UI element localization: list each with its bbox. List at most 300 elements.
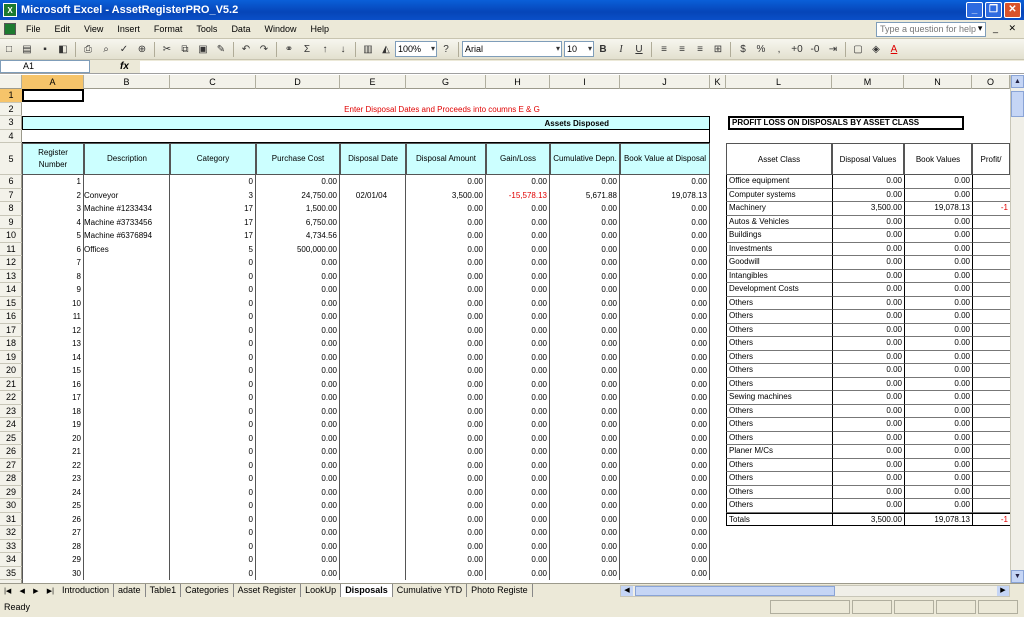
summary-cell[interactable]: 0.00: [904, 324, 972, 338]
table-cell[interactable]: [84, 175, 170, 189]
table-cell[interactable]: Machine #1233434: [84, 202, 170, 216]
summary-cell[interactable]: Others: [726, 378, 832, 392]
table-cell[interactable]: [340, 567, 406, 581]
table-cell[interactable]: [340, 297, 406, 311]
minimize-button[interactable]: _: [966, 2, 983, 18]
format-painter-icon[interactable]: ✎: [216, 43, 226, 55]
table-cell[interactable]: 0.00: [406, 418, 486, 432]
table-cell[interactable]: 0.00: [620, 270, 710, 284]
table-cell[interactable]: 0.00: [406, 283, 486, 297]
summary-cell[interactable]: 0.00: [904, 243, 972, 257]
table-cell[interactable]: 0.00: [550, 351, 620, 365]
table-cell[interactable]: 0.00: [406, 378, 486, 392]
row-header-5[interactable]: 5: [0, 143, 22, 175]
column-header-k[interactable]: K: [710, 75, 726, 89]
table-cell[interactable]: 0.00: [256, 270, 340, 284]
column-header-j[interactable]: J: [620, 75, 710, 89]
table-cell[interactable]: 0.00: [620, 432, 710, 446]
summary-cell[interactable]: [972, 283, 1010, 297]
summary-cell[interactable]: Intangibles: [726, 270, 832, 284]
table-cell[interactable]: [340, 283, 406, 297]
summary-cell[interactable]: [972, 189, 1010, 203]
table-cell[interactable]: [84, 364, 170, 378]
last-sheet-icon[interactable]: ▶|: [46, 587, 54, 595]
summary-cell[interactable]: 0.00: [904, 486, 972, 500]
table-cell[interactable]: 0.00: [620, 540, 710, 554]
summary-cell[interactable]: Others: [726, 405, 832, 419]
table-cell[interactable]: Offices: [84, 243, 170, 257]
summary-cell[interactable]: [972, 486, 1010, 500]
table-cell[interactable]: [84, 472, 170, 486]
summary-cell[interactable]: [972, 432, 1010, 446]
table-cell[interactable]: 0: [170, 405, 256, 419]
sort-descending-icon[interactable]: ↓: [340, 43, 346, 55]
table-cell[interactable]: 02/01/04: [340, 189, 406, 203]
table-cell[interactable]: [84, 526, 170, 540]
table-cell[interactable]: [340, 229, 406, 243]
table-cell[interactable]: 0.00: [406, 364, 486, 378]
table-cell[interactable]: 0.00: [406, 175, 486, 189]
table-cell[interactable]: 0: [170, 553, 256, 567]
table-cell[interactable]: 27: [22, 526, 84, 540]
table-cell[interactable]: 0.00: [486, 310, 550, 324]
table-cell[interactable]: 0.00: [406, 216, 486, 230]
table-cell[interactable]: 0.00: [406, 445, 486, 459]
menu-item-format[interactable]: Format: [153, 24, 183, 34]
summary-cell[interactable]: [972, 310, 1010, 324]
table-cell[interactable]: 0.00: [256, 499, 340, 513]
merge-center-icon[interactable]: ⊞: [713, 43, 723, 55]
table-cell[interactable]: [340, 513, 406, 527]
table-cell[interactable]: 0.00: [406, 459, 486, 473]
table-cell[interactable]: 15: [22, 364, 84, 378]
table-cell[interactable]: [84, 283, 170, 297]
menu-item-tools[interactable]: Tools: [196, 24, 218, 34]
table-cell[interactable]: 0.00: [620, 202, 710, 216]
summary-cell[interactable]: 0.00: [832, 283, 904, 297]
row-header-15[interactable]: 15: [0, 297, 22, 311]
table-cell[interactable]: [84, 418, 170, 432]
scroll-right-icon[interactable]: ▶: [997, 586, 1009, 596]
active-cell[interactable]: [22, 89, 84, 102]
summary-cell[interactable]: -1: [972, 513, 1010, 527]
table-cell[interactable]: [84, 513, 170, 527]
table-cell[interactable]: 0: [170, 432, 256, 446]
summary-cell[interactable]: [972, 297, 1010, 311]
table-cell[interactable]: [84, 553, 170, 567]
table-cell[interactable]: 0.00: [550, 472, 620, 486]
table-cell[interactable]: 1,500.00: [256, 202, 340, 216]
column-header-g[interactable]: G: [406, 75, 486, 89]
summary-cell[interactable]: 0.00: [832, 229, 904, 243]
table-cell[interactable]: 0.00: [550, 553, 620, 567]
table-cell[interactable]: 0.00: [256, 324, 340, 338]
summary-cell[interactable]: [972, 216, 1010, 230]
table-cell[interactable]: 0.00: [550, 445, 620, 459]
summary-cell[interactable]: Others: [726, 418, 832, 432]
table-cell[interactable]: 0.00: [406, 337, 486, 351]
summary-cell[interactable]: Others: [726, 472, 832, 486]
table-cell[interactable]: 0: [170, 391, 256, 405]
summary-cell[interactable]: Sewing machines: [726, 391, 832, 405]
table-cell[interactable]: 0.00: [406, 256, 486, 270]
table-cell[interactable]: 0.00: [550, 283, 620, 297]
row-header-10[interactable]: 10: [0, 229, 22, 243]
help-search-input[interactable]: Type a question for help: [876, 22, 986, 37]
table-cell[interactable]: [340, 526, 406, 540]
summary-cell[interactable]: 0.00: [904, 364, 972, 378]
table-cell[interactable]: 0.00: [406, 351, 486, 365]
table-cell[interactable]: [340, 243, 406, 257]
table-cell[interactable]: 0.00: [550, 364, 620, 378]
table-cell[interactable]: 0.00: [486, 297, 550, 311]
table-cell[interactable]: 3: [22, 202, 84, 216]
row-header-11[interactable]: 11: [0, 243, 22, 257]
row-header-8[interactable]: 8: [0, 202, 22, 216]
summary-cell[interactable]: 0.00: [904, 229, 972, 243]
row-header-13[interactable]: 13: [0, 270, 22, 284]
table-cell[interactable]: [340, 256, 406, 270]
table-cell[interactable]: [340, 324, 406, 338]
summary-cell[interactable]: [972, 445, 1010, 459]
summary-cell[interactable]: [972, 405, 1010, 419]
summary-cell[interactable]: 0.00: [904, 283, 972, 297]
table-cell[interactable]: 0.00: [486, 378, 550, 392]
zoom-select[interactable]: 100% ▾: [395, 41, 437, 57]
summary-cell[interactable]: Totals: [726, 513, 832, 527]
table-cell[interactable]: [84, 499, 170, 513]
table-cell[interactable]: 0: [170, 486, 256, 500]
research-icon[interactable]: ⊕: [137, 43, 147, 55]
summary-cell[interactable]: 0.00: [832, 175, 904, 189]
vertical-scroll-thumb[interactable]: [1011, 91, 1024, 117]
table-cell[interactable]: 0.00: [620, 283, 710, 297]
align-left-icon[interactable]: ≡: [661, 43, 667, 55]
table-cell[interactable]: 0.00: [486, 486, 550, 500]
summary-cell[interactable]: 0.00: [904, 337, 972, 351]
table-cell[interactable]: 0.00: [256, 391, 340, 405]
table-cell[interactable]: [84, 351, 170, 365]
table-cell[interactable]: 0.00: [486, 553, 550, 567]
table-cell[interactable]: 0.00: [256, 540, 340, 554]
table-cell[interactable]: [84, 459, 170, 473]
table-cell[interactable]: 0.00: [256, 459, 340, 473]
tab-cumulative-ytd[interactable]: Cumulative YTD: [393, 584, 467, 597]
table-cell[interactable]: 0.00: [256, 553, 340, 567]
summary-cell[interactable]: 0.00: [832, 445, 904, 459]
table-cell[interactable]: 1: [22, 175, 84, 189]
summary-cell[interactable]: Others: [726, 297, 832, 311]
summary-cell[interactable]: 0.00: [904, 270, 972, 284]
table-cell[interactable]: 0.00: [486, 432, 550, 446]
table-cell[interactable]: 0.00: [486, 499, 550, 513]
table-cell[interactable]: -15,578.13: [486, 189, 550, 203]
table-cell[interactable]: 0.00: [256, 418, 340, 432]
tab-lookup[interactable]: LookUp: [301, 584, 341, 597]
table-cell[interactable]: [84, 337, 170, 351]
table-cell[interactable]: 5,671.88: [550, 189, 620, 203]
table-cell[interactable]: 0.00: [406, 324, 486, 338]
row-header-32[interactable]: 32: [0, 526, 22, 540]
table-cell[interactable]: 0.00: [486, 202, 550, 216]
table-cell[interactable]: 20: [22, 432, 84, 446]
table-cell[interactable]: 0.00: [550, 432, 620, 446]
row-header-12[interactable]: 12: [0, 256, 22, 270]
workbook-window-controls[interactable]: ▾ _ ✕: [977, 23, 1020, 33]
table-cell[interactable]: 0.00: [550, 297, 620, 311]
table-cell[interactable]: 0.00: [486, 567, 550, 581]
row-header-6[interactable]: 6: [0, 175, 22, 189]
copy-icon[interactable]: ⧉: [181, 43, 189, 55]
table-cell[interactable]: 0.00: [620, 337, 710, 351]
table-cell[interactable]: 0.00: [550, 337, 620, 351]
row-header-7[interactable]: 7: [0, 189, 22, 203]
cut-icon[interactable]: ✂: [162, 43, 172, 55]
table-cell[interactable]: 0.00: [406, 432, 486, 446]
table-cell[interactable]: 0.00: [486, 513, 550, 527]
summary-cell[interactable]: Computer systems: [726, 189, 832, 203]
table-cell[interactable]: 18: [22, 405, 84, 419]
table-cell[interactable]: [340, 216, 406, 230]
table-cell[interactable]: 0.00: [550, 324, 620, 338]
row-header-3[interactable]: 3: [0, 116, 22, 130]
table-cell[interactable]: 0.00: [406, 486, 486, 500]
table-cell[interactable]: 0.00: [256, 445, 340, 459]
table-cell[interactable]: 0.00: [406, 526, 486, 540]
font-color-icon[interactable]: A: [890, 43, 898, 55]
row-header-18[interactable]: 18: [0, 337, 22, 351]
autosum-icon[interactable]: Σ: [303, 43, 311, 55]
table-cell[interactable]: [340, 418, 406, 432]
next-sheet-icon[interactable]: ▶: [33, 587, 39, 595]
row-header-30[interactable]: 30: [0, 499, 22, 513]
increase-decimal-icon[interactable]: +0: [791, 43, 803, 55]
summary-cell[interactable]: [972, 499, 1010, 513]
table-cell[interactable]: [340, 202, 406, 216]
table-cell[interactable]: 0: [170, 418, 256, 432]
table-cell[interactable]: 0.00: [550, 513, 620, 527]
column-header-a[interactable]: A: [22, 75, 84, 89]
table-cell[interactable]: 21: [22, 445, 84, 459]
table-cell[interactable]: 19,078.13: [620, 189, 710, 203]
menu-item-file[interactable]: File: [26, 24, 41, 34]
menu-item-window[interactable]: Window: [264, 24, 297, 34]
summary-cell[interactable]: 0.00: [832, 418, 904, 432]
table-cell[interactable]: 0.00: [620, 175, 710, 189]
row-header-2[interactable]: 2: [0, 103, 22, 117]
summary-cell[interactable]: [972, 418, 1010, 432]
table-cell[interactable]: 0.00: [486, 418, 550, 432]
summary-cell[interactable]: Investments: [726, 243, 832, 257]
table-cell[interactable]: 0.00: [620, 391, 710, 405]
table-cell[interactable]: 14: [22, 351, 84, 365]
summary-cell[interactable]: [972, 324, 1010, 338]
close-button[interactable]: ✕: [1004, 2, 1021, 18]
table-cell[interactable]: 0.00: [486, 243, 550, 257]
summary-cell[interactable]: 0.00: [832, 391, 904, 405]
row-header-23[interactable]: 23: [0, 405, 22, 419]
table-cell[interactable]: 6,750.00: [256, 216, 340, 230]
summary-cell[interactable]: [972, 364, 1010, 378]
row-header-19[interactable]: 19: [0, 351, 22, 365]
indent-icon[interactable]: ⇥: [828, 43, 838, 55]
column-header-b[interactable]: B: [84, 75, 170, 89]
table-cell[interactable]: 0: [170, 364, 256, 378]
summary-cell[interactable]: [972, 229, 1010, 243]
table-cell[interactable]: 28: [22, 540, 84, 554]
tab-disposals[interactable]: Disposals: [341, 584, 393, 597]
tab-introduction[interactable]: Introduction: [58, 584, 114, 597]
align-right-icon[interactable]: ≡: [697, 43, 703, 55]
first-sheet-icon[interactable]: |◀: [4, 587, 12, 595]
table-cell[interactable]: 0.00: [406, 499, 486, 513]
table-cell[interactable]: 0: [170, 540, 256, 554]
row-header-20[interactable]: 20: [0, 364, 22, 378]
table-cell[interactable]: [340, 472, 406, 486]
menu-item-edit[interactable]: Edit: [54, 24, 71, 34]
table-cell[interactable]: 0.00: [486, 445, 550, 459]
summary-cell[interactable]: -1: [972, 202, 1010, 216]
summary-cell[interactable]: Others: [726, 486, 832, 500]
column-header-c[interactable]: C: [170, 75, 256, 89]
table-cell[interactable]: 0: [170, 526, 256, 540]
summary-cell[interactable]: 0.00: [832, 432, 904, 446]
summary-cell[interactable]: 0.00: [832, 189, 904, 203]
summary-cell[interactable]: 3,500.00: [832, 202, 904, 216]
table-cell[interactable]: [84, 297, 170, 311]
summary-cell[interactable]: 0.00: [904, 256, 972, 270]
summary-cell[interactable]: Others: [726, 351, 832, 365]
table-cell[interactable]: 29: [22, 553, 84, 567]
table-cell[interactable]: 0: [170, 175, 256, 189]
summary-cell[interactable]: Others: [726, 337, 832, 351]
summary-cell[interactable]: 0.00: [832, 472, 904, 486]
column-header-l[interactable]: L: [726, 75, 832, 89]
summary-cell[interactable]: Planer M/Cs: [726, 445, 832, 459]
table-cell[interactable]: 0.00: [486, 526, 550, 540]
menu-item-view[interactable]: View: [84, 24, 104, 34]
table-cell[interactable]: 0.00: [256, 337, 340, 351]
summary-cell[interactable]: 0.00: [904, 499, 972, 513]
row-header-14[interactable]: 14: [0, 283, 22, 297]
table-cell[interactable]: 0: [170, 445, 256, 459]
summary-cell[interactable]: 0.00: [904, 378, 972, 392]
summary-cell[interactable]: 0.00: [904, 189, 972, 203]
table-cell[interactable]: [340, 270, 406, 284]
table-cell[interactable]: 0.00: [620, 513, 710, 527]
summary-cell[interactable]: 0.00: [832, 243, 904, 257]
table-cell[interactable]: 0.00: [620, 351, 710, 365]
chart-wizard-icon[interactable]: ▥: [363, 43, 373, 55]
table-cell[interactable]: 0.00: [550, 310, 620, 324]
table-cell[interactable]: [340, 337, 406, 351]
table-cell[interactable]: 0.00: [620, 526, 710, 540]
table-cell[interactable]: 0.00: [256, 310, 340, 324]
summary-cell[interactable]: Development Costs: [726, 283, 832, 297]
summary-cell[interactable]: 0.00: [832, 270, 904, 284]
table-cell[interactable]: 0.00: [406, 229, 486, 243]
table-cell[interactable]: 0.00: [486, 405, 550, 419]
italic-icon[interactable]: I: [619, 43, 623, 55]
print-icon[interactable]: ⎙: [84, 43, 92, 55]
table-cell[interactable]: 17: [170, 229, 256, 243]
row-header-29[interactable]: 29: [0, 486, 22, 500]
table-cell[interactable]: 0.00: [256, 472, 340, 486]
row-header-27[interactable]: 27: [0, 459, 22, 473]
redo-icon[interactable]: ↷: [259, 43, 269, 55]
table-cell[interactable]: 0.00: [550, 216, 620, 230]
table-cell[interactable]: 0.00: [620, 364, 710, 378]
table-cell[interactable]: 4: [22, 216, 84, 230]
summary-cell[interactable]: [972, 378, 1010, 392]
table-cell[interactable]: 0.00: [256, 297, 340, 311]
menu-item-help[interactable]: Help: [310, 24, 329, 34]
table-cell[interactable]: 0.00: [620, 499, 710, 513]
column-header-o[interactable]: O: [972, 75, 1010, 89]
table-cell[interactable]: 0.00: [486, 337, 550, 351]
table-cell[interactable]: 0: [170, 351, 256, 365]
help-icon[interactable]: ?: [443, 43, 449, 55]
summary-cell[interactable]: [972, 337, 1010, 351]
summary-cell[interactable]: 0.00: [904, 472, 972, 486]
table-cell[interactable]: 0: [170, 256, 256, 270]
summary-cell[interactable]: [972, 270, 1010, 284]
table-cell[interactable]: 0.00: [486, 324, 550, 338]
row-header-35[interactable]: 35: [0, 567, 22, 581]
table-cell[interactable]: 0.00: [256, 526, 340, 540]
table-cell[interactable]: 0.00: [550, 405, 620, 419]
table-cell[interactable]: 0.00: [256, 283, 340, 297]
table-cell[interactable]: 0.00: [620, 310, 710, 324]
comma-style-icon[interactable]: ,: [777, 43, 781, 55]
excel-app-icon[interactable]: X: [3, 3, 17, 17]
table-cell[interactable]: 0.00: [620, 297, 710, 311]
summary-cell[interactable]: [972, 243, 1010, 257]
summary-cell[interactable]: Goodwill: [726, 256, 832, 270]
table-cell[interactable]: 0.00: [620, 256, 710, 270]
column-header-e[interactable]: E: [340, 75, 406, 89]
table-cell[interactable]: 7: [22, 256, 84, 270]
summary-cell[interactable]: 0.00: [832, 364, 904, 378]
table-cell[interactable]: 0.00: [550, 486, 620, 500]
table-cell[interactable]: 0.00: [256, 513, 340, 527]
table-cell[interactable]: 0.00: [486, 283, 550, 297]
table-cell[interactable]: 0: [170, 459, 256, 473]
summary-cell[interactable]: 19,078.13: [904, 202, 972, 216]
table-cell[interactable]: 0.00: [620, 553, 710, 567]
table-cell[interactable]: Conveyor: [84, 189, 170, 203]
row-header-25[interactable]: 25: [0, 432, 22, 446]
table-cell[interactable]: 0.00: [256, 256, 340, 270]
table-cell[interactable]: 0: [170, 472, 256, 486]
table-cell[interactable]: 8: [22, 270, 84, 284]
row-header-9[interactable]: 9: [0, 216, 22, 230]
table-cell[interactable]: 0.00: [256, 567, 340, 581]
row-header-33[interactable]: 33: [0, 540, 22, 554]
tab-photo-registe[interactable]: Photo Registe: [467, 584, 533, 597]
summary-cell[interactable]: 0.00: [832, 499, 904, 513]
summary-cell[interactable]: 0.00: [904, 445, 972, 459]
fx-icon[interactable]: fx: [120, 61, 129, 72]
table-cell[interactable]: 0.00: [256, 175, 340, 189]
row-header-26[interactable]: 26: [0, 445, 22, 459]
table-cell[interactable]: [340, 553, 406, 567]
table-cell[interactable]: [84, 540, 170, 554]
summary-cell[interactable]: 0.00: [904, 310, 972, 324]
sort-ascending-icon[interactable]: ↑: [322, 43, 328, 55]
undo-icon[interactable]: ↶: [241, 43, 251, 55]
row-header-24[interactable]: 24: [0, 418, 22, 432]
